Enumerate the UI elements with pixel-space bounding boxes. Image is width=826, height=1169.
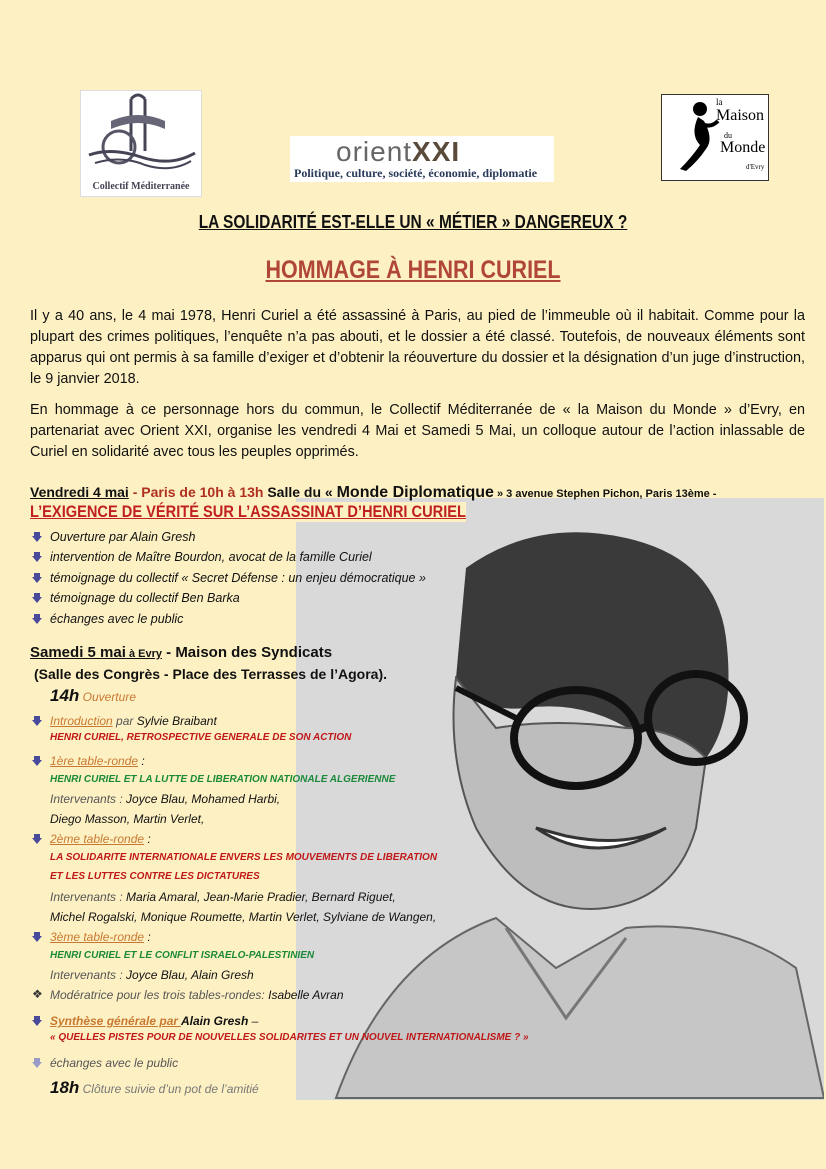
day2-header: Samedi 5 mai à Evry - Maison des Syndicats <box>30 644 333 661</box>
list-item: Ouverture par Alain Gresh <box>32 530 426 550</box>
arrow-bullet-icon <box>32 1016 42 1026</box>
table-ronde-2-speakers: Intervenants : Maria Amaral, Jean-Marie Pradier, Bernard Riguet, <box>50 890 396 904</box>
table-ronde-2-label: 2ème table-ronde : <box>32 832 151 846</box>
diamond-bullet-icon: ❖ <box>32 987 43 1001</box>
table-ronde-2-topic-2: ET LES LUTTES CONTRE LES DICTATURES <box>50 871 260 882</box>
intro-paragraph-1: Il y a 40 ans, le 4 mai 1978, Henri Curiel a été assassiné à Paris, au pied de l’immeuble où il habitait. Comme pour la plupart des crimes politiques, l’enquête n’a pas abouti, et le dossier a été classé. Toutefois, de nouveaux éléments sont apparus qui ont permis à sa famille d’exiger et d’obtenir la réouverture du dossier et la désignation d’un juge d’instruction, le 9 janvier 2018. <box>30 308 805 387</box>
dancing-figure-icon <box>670 101 720 175</box>
collectif-mediterranee-logo <box>80 90 202 197</box>
logo-caption: Collectif Méditerranée <box>92 181 190 192</box>
maison-du-monde-logo: la Maison du Monde d'Evry <box>661 94 769 181</box>
arrow-bullet-icon <box>32 932 42 942</box>
synthese-topic: « QUELLES PISTES POUR DE NOUVELLES SOLIDARITES ET UN NOUVEL INTERNATIONALISME ? » <box>50 1032 529 1043</box>
list-item: témoignage du collectif « Secret Défense : un enjeu démocratique » <box>32 571 426 591</box>
table-ronde-2-topic: LA SOLIDARITE INTERNATIONALE ENVERS LES MOUVEMENTS DE LIBERATION <box>50 852 438 863</box>
subtitle: HOMMAGE À HENRI CURIEL <box>265 256 561 284</box>
day1-banner: L’EXIGENCE DE VÉRITÉ SUR L’ASSASSINAT D’HENRI CURIEL <box>30 502 466 521</box>
intro-paragraph-2: En hommage à ce personnage hors du commun, le Collectif Méditerranée de « la Maison du Monde » d’Evry, en partenariat avec Orient XXI, organise les vendredi 4 Mai et Samedi 5 Mai, un colloque autour de l’action inlassable de Curiel en solidarité avec tous les peuples opprimés. <box>30 402 805 460</box>
list-item: témoignage du collectif Ben Barka <box>32 591 426 611</box>
list-item: intervention de Maître Bourdon, avocat de la famille Curiel <box>32 550 426 570</box>
arrow-bullet-icon <box>32 1058 42 1068</box>
day1-program-list <box>32 530 426 632</box>
synthese-row: Synthèse générale par Alain Gresh – <box>32 1014 258 1028</box>
orient-xxi-tagline: Politique, culture, société, économie, diplomatie <box>294 166 538 180</box>
boat-emblem-icon <box>81 91 201 181</box>
introduction-row: Introduction par Sylvie Braibant <box>32 714 217 728</box>
table-ronde-1-speakers: Intervenants : Joyce Blau, Mohamed Harbi, <box>50 792 281 806</box>
day2-room: (Salle des Congrès - Place des Terrasses de l’Agora). <box>34 666 387 682</box>
orient-xxi-wordmark: orientXXI <box>336 136 461 167</box>
table-ronde-2-speakers-2: Michel Rogalski, Monique Roumette, Martin Verlet, Sylviane de Wangen, <box>50 910 437 924</box>
arrow-bullet-icon <box>32 756 42 766</box>
table-ronde-3-speakers: Intervenants : Joyce Blau, Alain Gresh <box>50 968 254 982</box>
table-ronde-3-topic: HENRI CURIEL ET LE CONFLIT ISRAELO-PALESTINIEN <box>50 950 315 961</box>
exchanges-row: échanges avec le public <box>32 1056 178 1070</box>
arrow-bullet-icon <box>32 834 42 844</box>
moderator-row: ❖ Modératrice pour les trois tables-rondes: Isabelle Avran <box>32 987 344 1002</box>
table-ronde-1-topic: HENRI CURIEL ET LA LUTTE DE LIBERATION NATIONALE ALGERIENNE <box>50 774 396 785</box>
arrow-bullet-icon <box>32 532 42 542</box>
arrow-bullet-icon <box>32 716 42 726</box>
day1-header: Vendredi 4 mai - Paris de 10h à 13h Salle du « Monde Diplomatique » 3 avenue Stephen Pichon, Paris 13ème - <box>30 484 717 501</box>
main-title: LA SOLIDARITÉ EST-ELLE UN « MÉTIER » DANGEREUX ? <box>198 212 628 232</box>
table-ronde-1-label: 1ère table-ronde : <box>32 754 145 768</box>
closing-time: 18h Clôture suivie d’un pot de l’amitié <box>50 1078 259 1097</box>
orient-xxi-logo <box>290 136 554 182</box>
table-ronde-3-label: 3ème table-ronde : <box>32 930 151 944</box>
opening-time: 14h Ouverture <box>50 686 136 705</box>
arrow-bullet-icon <box>32 593 42 603</box>
introduction-topic: HENRI CURIEL, RETROSPECTIVE GENERALE DE SON ACTION <box>50 732 352 743</box>
arrow-bullet-icon <box>32 614 42 624</box>
arrow-bullet-icon <box>32 573 42 583</box>
arrow-bullet-icon <box>32 552 42 562</box>
table-ronde-1-speakers-2: Diego Masson, Martin Verlet, <box>50 812 205 826</box>
list-item: échanges avec le public <box>32 612 426 632</box>
